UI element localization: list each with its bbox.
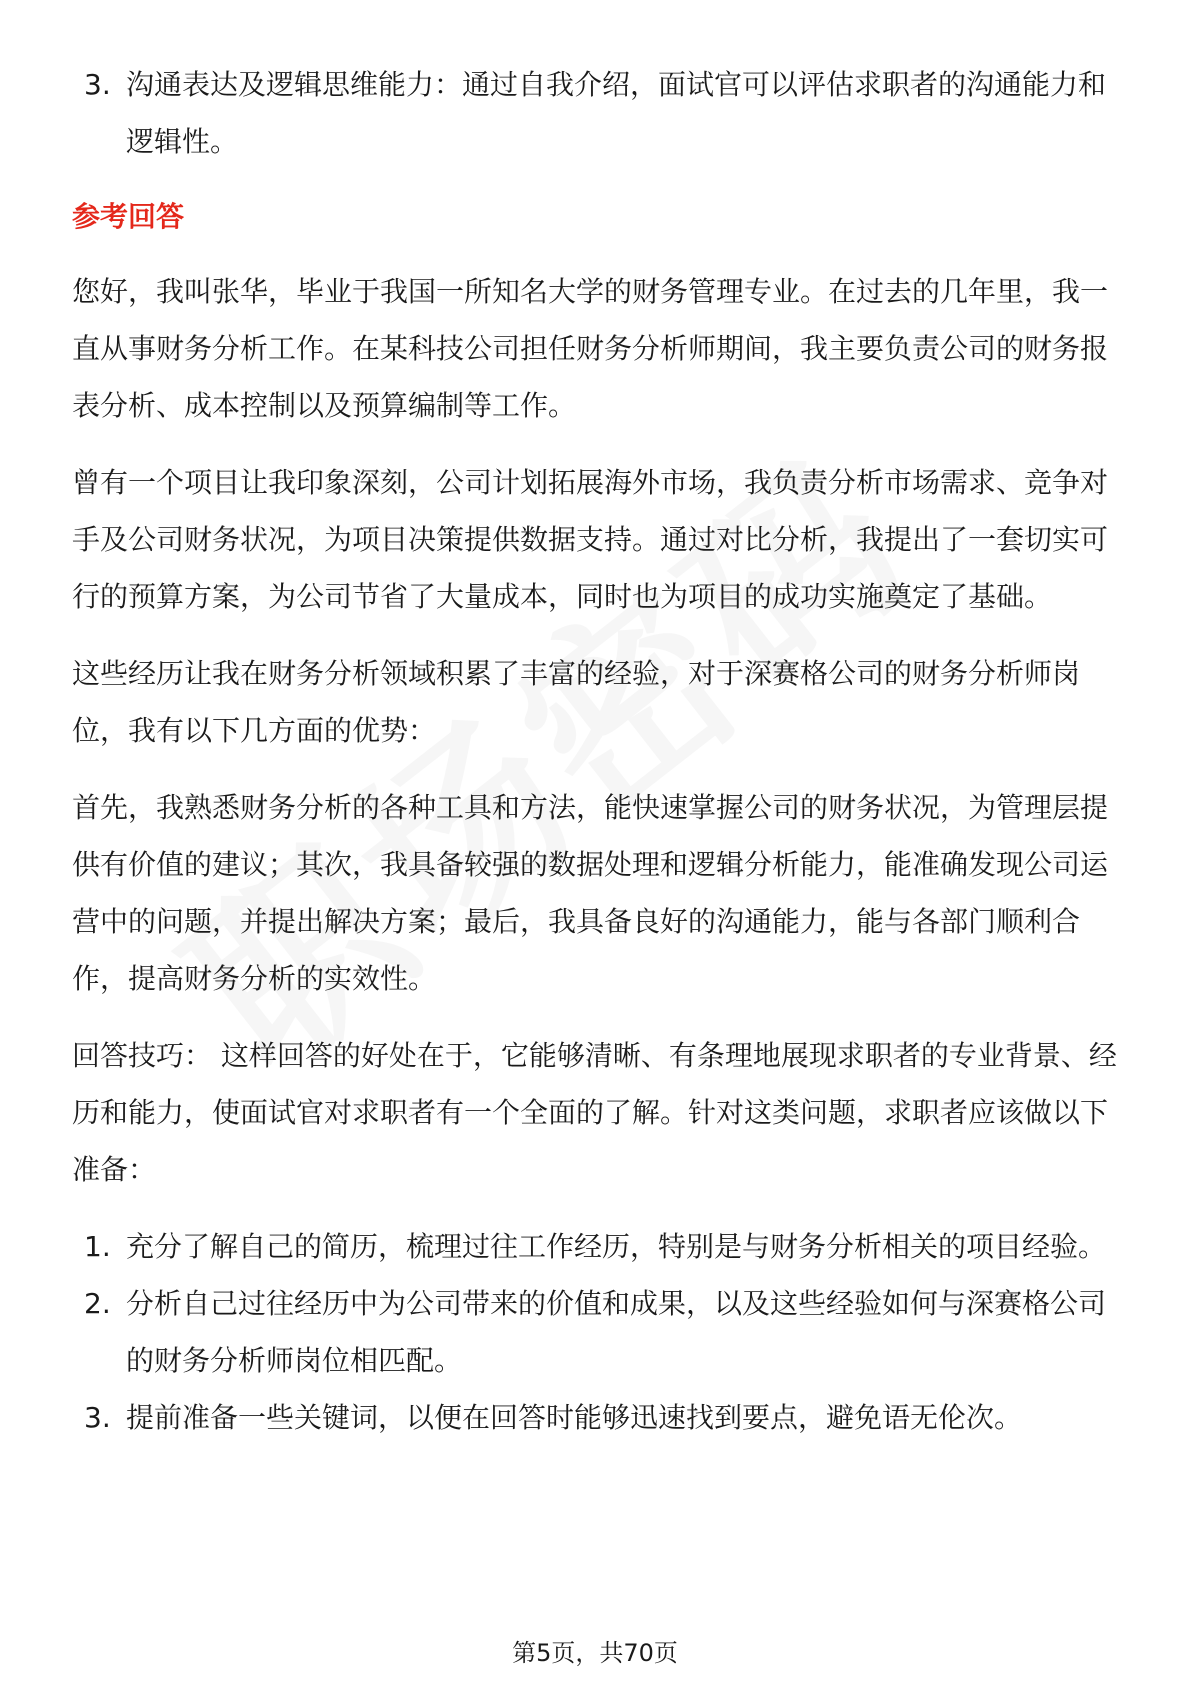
answer-heading: 参考回答	[72, 200, 185, 233]
list-item	[72, 1389, 1120, 1446]
page-content	[72, 56, 1120, 1446]
paragraph-experience: 这些经历让我在财务分析领域积累了丰富的经验，对于深赛格公司的财务分析师岗位，我有以下几方面的优势：	[72, 657, 1081, 747]
list-number: 1.	[84, 1230, 111, 1263]
list-item	[72, 1275, 1120, 1389]
list-number: 3.	[84, 68, 111, 101]
list-text: 提前准备一些关键词，以便在回答时能够迅速找到要点，避免语无伦次。	[126, 1401, 1023, 1434]
paragraph-advantages: 首先，我熟悉财务分析的各种工具和方法，能快速掌握公司的财务状况，为管理层提供有价值的建议；其次，我具备较强的数据处理和逻辑分析能力，能准确发现公司运营中的问题，并提出解决方案；最后，我具备良好的沟通能力，能与各部门顺利合作，提高财务分析的实效性。	[72, 791, 1109, 995]
page-footer: 第5页，共70页	[512, 1639, 678, 1667]
paragraph-tips: 回答技巧： 这样回答的好处在于，它能够清晰、有条理地展现求职者的专业背景、经历和能力，使面试官对求职者有一个全面的了解。针对这类问题，求职者应该做以下准备：	[72, 1039, 1117, 1186]
paragraph-project: 曾有一个项目让我印象深刻，公司计划拓展海外市场，我负责分析市场需求、竞争对手及公司财务状况，为项目决策提供数据支持。通过对比分析，我提出了一套切实可行的预算方案，为公司节省了大量成本，同时也为项目的成功实施奠定了基础。	[72, 466, 1109, 613]
list-number: 3.	[84, 1401, 111, 1434]
list-text: 充分了解自己的简历，梳理过往工作经历，特别是与财务分析相关的项目经验。	[126, 1230, 1107, 1263]
list-text: 分析自己过往经历中为公司带来的价值和成果，以及这些经验如何与深赛格公司的财务分析师岗位相匹配。	[126, 1287, 1107, 1377]
list-item	[72, 56, 1120, 170]
list-text: 沟通表达及逻辑思维能力：通过自我介绍，面试官可以评估求职者的沟通能力和逻辑性。	[126, 68, 1107, 158]
list-item	[72, 1218, 1120, 1275]
paragraph-intro: 您好，我叫张华，毕业于我国一所知名大学的财务管理专业。在过去的几年里，我一直从事财务分析工作。在某科技公司担任财务分析师期间，我主要负责公司的财务报表分析、成本控制以及预算编制等工作。	[72, 275, 1109, 422]
list-number: 2.	[84, 1287, 111, 1320]
